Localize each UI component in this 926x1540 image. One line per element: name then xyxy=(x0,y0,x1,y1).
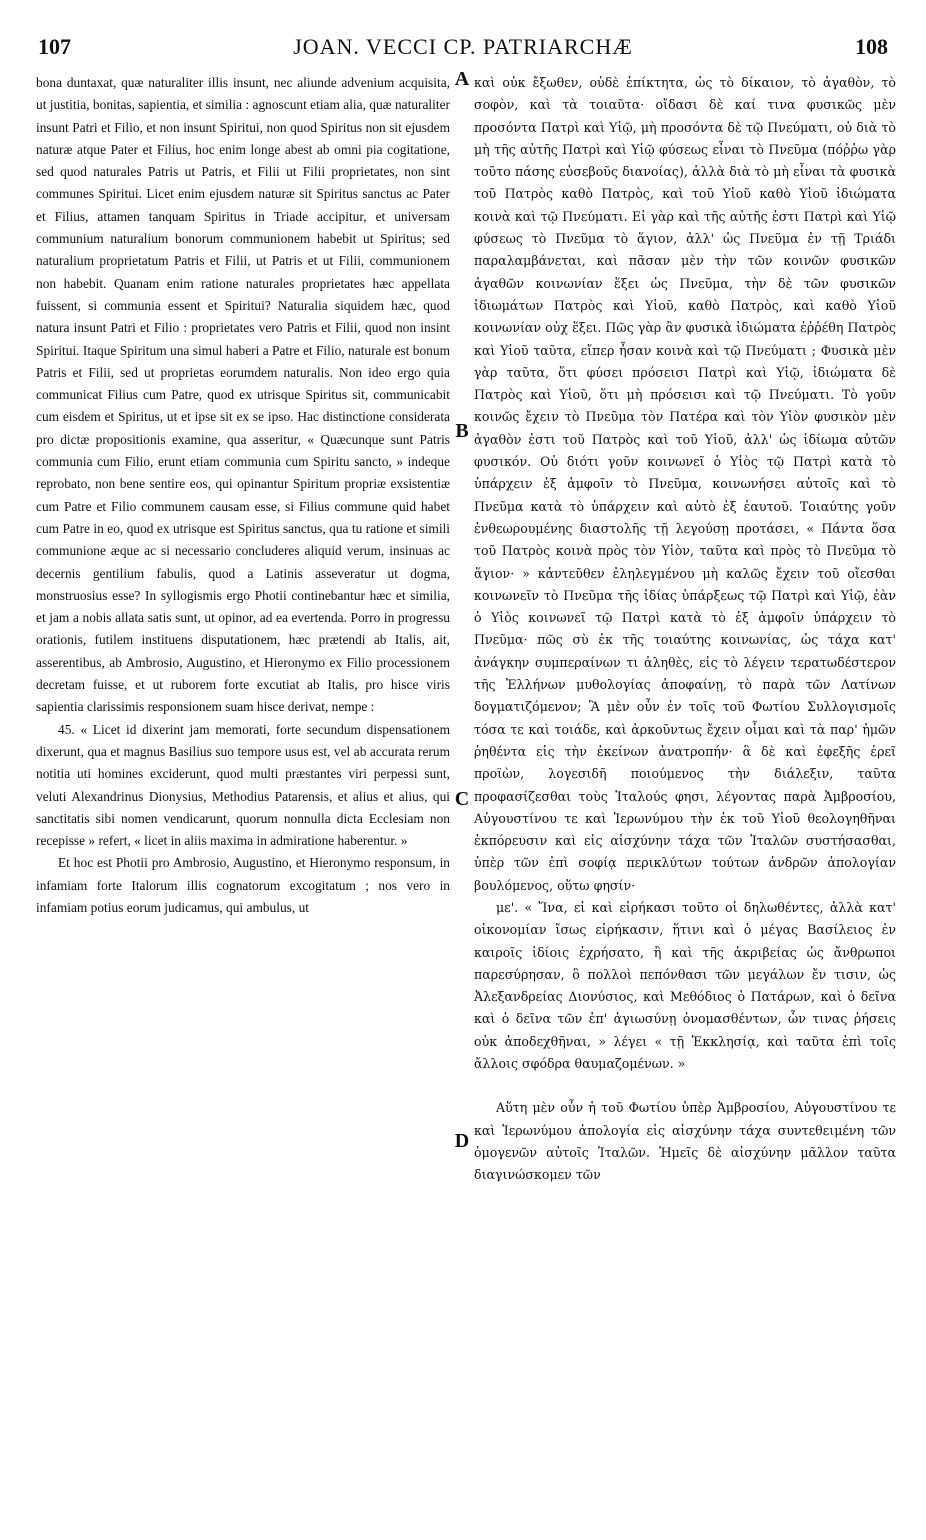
latin-column xyxy=(36,72,450,1532)
greek-paragraph-2: με'. « Ἵνα, εἰ καὶ εἰρήκασι τοῦτο οἱ δηλωθέντες, ἀλλὰ κατ' οἰκονομίαν ἴσως εἰρήκασιν, ἥτινι καὶ ὁ μέγας Βασίλειος ἐν καιροῖς ἰδίοις ἐχρήσατο, ἢ καὶ τῆς ἀκριβείας ὡς ἄνθρωποι παρεσύρησαν, ὃ πολλοὶ πεπόνθασι τῶν μεγάλων ἔν τισιν, ὡς Ἀλεξανδρείας Διονύσιος, καὶ Μεθόδιος ὁ Πατάρων, καὶ ὁ δεῖνα καὶ ὁ δεῖνα τῶν ἐπ' ἁγιωσύνῃ ὀνομασθέντων, ὧν τινας ῥήσεις οὐκ ἀποδεχθῆναι, » λέγει « τῇ Ἐκκλησίᾳ, καὶ ταῦτα ἐπὶ τοῖς ἄλλοις σφόδρα θαυμαζομένων. » xyxy=(474,899,896,1072)
greek-paragraph-3: Αὕτη μὲν οὖν ἡ τοῦ Φωτίου ὑπὲρ Ἀμβροσίου, Αὐγουστίνου τε καὶ Ἱερωνύμου ἀπολογία εἰς αἰσχύνην τάχα συντεθειμένη τῶν ὁμογενῶν αὐτοῖς Ἰταλῶν. Ἡμεῖς δὲ αἰσχύνην μᾶλλον ταῦτα διαγινώσκομεν τῶν xyxy=(474,1100,896,1183)
latin-paragraph-1: bona duntaxat, quæ naturaliter illis insunt, nec aliunde advenium acquisita, ut justitia, bonitas, sapientia, et similia : agnoscunt etiam alia, quæ naturaliter insunt Patri et Filio, et non insunt Spiritui, non quod Spiritus non sit ejusdem naturæ atque Pater et Filius, hoc enim longe abest ab omni pia cogitatione, sed quod naturales Patris ut Patris, et Filii ut Filii proprietates, non sint communes Spiritui. Licet enim ejusdem naturæ sit Spiritus sanctus ac Pater et Filius, attamen tanquam Spiritus in Triade accipitur, et universam communium naturalium bonorum communionem habebit ut Spiritus; sed naturalium proprietatum Patris et Filii, ut Patris et ut Filii, communionem non habebit. Quanam enim ratione naturales proprietates hæc appellata fuissent, si communia essent et Spiritui? Naturalia siquidem hæc, quod natura insunt Patri et Filio : proprietates vero Patris et Filii, quod non insint Spiritui. Itaque Spiritum una simul haberi a Patre et Filio, naturale est bonum Patris et Filii, sed ut proprietas eorumdem naturalis. Non ideo ergo quia communicat Filius cum Patre, quod ex utrisque Spiritus sit, communicabit cum eisdem et Spiritus, ut et ipse sit ex se ipso. Hac distinctione considerata pro dictæ propositionis examine, qua asseritur, « Quæcunque sunt Patris communia cum Filio, erunt etiam communia cum Spiritu sancto, » indeque reprobato, non bene sentire eos, qui opinantur Spiritum propriæ exsistentiæ cum Patre et Filio communem causam esse, si Filius commune quid habet cum Patre in eo, quod ex utrisque est Spiritus sanctus, qua tu ratione et simili communione æque ac si necessario concluderes aliquid verum, insinuas ac decernis gentilium fabulis, quod a Latinis asseveratur ut dogma, monstruosius esse? In syllogismis ergo Photii continebantur hæc et similia, et jam a nobis allata satis sunt, ut opinor, ad ea evertenda. Porro in progressu orationis, futilem instituens disputationem, hæc prætendi ab Italis, ait, asserentibus, ab Ambrosio, Augustino, et Hieronymo ex Filio processionem decretam fuisse, et ut ruborem forte excutiat ab Italis, pro hisce viris sapientia clarissimis responsionem suam hisce derivat, nempe : xyxy=(36,75,450,715)
latin-paragraph-2: 45. « Licet id dixerint jam memorati, forte secundum dispensationem dixerunt, qua et magnus Basilius suo tempore usus est, vel ab accurata rerum notitia uti homines exciderunt, quod multi præstantes viri perpessi sunt, veluti Alexandrinus Dionysius, Methodius Patarensis, et alius et alius, qui sanctitatis sibi nomen vendicarunt, quorum nonnulla dicta Ecclesiam non recepisse » refert, « licet in aliis maxima in admiratione haberentur. » xyxy=(36,721,450,849)
right-page-number: 108 xyxy=(855,34,888,59)
section-marker-b: B xyxy=(455,420,469,442)
paragraph-gap xyxy=(474,1075,896,1097)
greek-paragraph-1: καὶ οὐκ ἔξωθεν, οὐδὲ ἐπίκτητα, ὡς τὸ δίκαιον, τὸ ἀγαθὸν, τὸ σοφὸν, καὶ τὰ τοιαῦτα· οἴδασι δὲ καί τινα φυσικῶς μὲν προσόντα Πατρὶ καὶ Υἱῷ, μὴ προσόντα δὲ τῷ Πνεύματι, οὐ διὰ τὸ μὴ τῆς αὐτῆς Πατρὶ καὶ Υἱῷ φύσεως εἶναι τὸ Πνεῦμα (πόῤῥω γὰρ τοῦτο πάσης εὐσεβοῦς διανοίας), ἀλλὰ διὰ τὸ μὴ εἶναι τὰ φυσικὰ τοῦ Πατρὸς καθὸ Πατρὸς, καὶ τοῦ Υἱοῦ καθὸ Υἱοῦ ἰδιώματα κοινὰ καὶ τῷ Πνεύματι. Εἰ γὰρ καὶ τῆς αὐτῆς ἐστι Πατρὶ καὶ Υἱῷ φύσεως τὸ Πνεῦμα τὸ ἅγιον, ἀλλ' ὡς Πνεῦμα ἐν τῇ Τριάδι παραλαμβάνεται, καὶ πᾶσαν μὲν τὴν τῶν κοινῶν φυσικῶν ἀγαθῶν κοινωνίαν ἕξει ὡς Πνεῦμα, τὴν δὲ τῶν φυσικῶν ἰδιωμάτων Πατρὸς καὶ Υἱοῦ, καθὸ Πατρὸς, καὶ καθὸ Υἱοῦ κοινωνίαν οὐχ ἕξει. Πῶς γὰρ ἂν φυσικὰ ἰδιώματα ἐῤῥέθη Πατρὸς καὶ Υἱοῦ ταῦτα, εἴπερ ἦσαν κοινὰ καὶ τῷ Πνεύματι ; Φυσικὰ μὲν γὰρ ταῦτα, ὅτι φύσει πρόσεισι Πατρὶ καὶ Υἱῷ, ἰδιώματα δὲ Πατρὸς καὶ Υἱοῦ, ὅτι μὴ πρόσεισι καὶ τῷ Πνεύματι. Τὸ γοῦν κοινῶς ἔχειν τὸ Πνεῦμα τὸν Πατέρα καὶ τὸν Υἱὸν φυσικὸν μὲν ἀγαθὸν ἐστι τοῦ Πατρὸς καὶ τοῦ Υἱοῦ, ἀλλ' ὡς ἰδίωμα αὐτῶν φυσικόν. Οὐ διότι γοῦν κοινωνεῖ ὁ Υἱὸς τῷ Πατρὶ κατὰ τὸ ὑπάρχειν ἐξ ἀμφοῖν τὸ Πνεῦμα, κοινωνήσει αὐτοῖς καὶ τὸ Πνεῦμα κατὰ τὸ ὑπάρχειν καὶ αὐτὸ ἐξ ἑαυτοῦ. Τοιαύτης γοῦν ἐνθεωρουμένης διαστολῆς τῇ λεγούσῃ προτάσει, « Πάντα ὅσα τοῦ Πατρὸς κοινὰ πρὸς τὸν Υἱὸν, ταῦτα καὶ πρὸς τὸ Πνεῦμα τὸ ἅγιον· » κἀντεῦθεν ἐληλεγμένου μὴ καλῶς ἔχειν τοῦ οἴεσθαι κοινωνεῖν τὸ Πνεῦμα τῆς ἰδίας ὑπάρξεως τῷ Πατρὶ καὶ Υἱῷ, ἐὰν ὁ Υἱὸς κοινωνεῖ τῷ Πατρὶ κατὰ τὸ ἐξ ἀμφοῖν ὑπάρχειν τὸ Πνεῦμα· πῶς σὺ ἐκ τῆς τοιαύτης κοινωνίας, ὡς τάχα κατ' ἀνάγκην συμπεραίνων τι ἀληθὲς, εἰς τὸ λέγειν τερατωδέστερον τῆς Ἑλλήνων μυθολογίας ἀποφαίνῃ, τὸ παρὰ τῶν Λατίνων δογματιζόμενον; Ἃ μὲν οὖν ἐν τοῖς τοῦ Φωτίου Συλλογισμοῖς τόσα τε καὶ τοιάδε, καὶ ἀρκοῦντως ἔχειν οἶμαι καὶ τὰ παρ' ἡμῶν ῥηθέντα εἰς τὴν ἐκείνων ἀνατροπήν· ἃ δὲ καὶ ἐφεξῆς ἐρεῖ προϊὼν, λογεσιδῆ ποιούμενος τὴν διάλεξιν, ταῦτα προφασίζεσθαι τοὺς Ἰταλούς φησι, λέγοντας παρὰ Ἀμβροσίου, Αὐγουστίνου τε καὶ Ἱερωνύμου τὴν ἐκ τοῦ Υἱοῦ θεολογηθῆναι ἐκπόρευσιν καὶ εἰς αἰσχύνην τάχα τῶν Ἰταλῶν συστήσασθαι, ὑπὲρ τῶν ἐπὶ σοφίᾳ περικλύτων τούτων ἀνδρῶν ἀπολογίαν βουλόμενος, οὕτω φησίν· xyxy=(474,75,896,893)
left-page-number: 107 xyxy=(38,34,71,59)
section-marker-c: C xyxy=(454,788,470,810)
running-title: JOAN. VECCI CP. PATRIARCHÆ xyxy=(293,34,633,59)
section-marker-a: A xyxy=(454,68,470,90)
section-marker-d: D xyxy=(454,1130,470,1152)
latin-paragraph-3: Et hoc est Photii pro Ambrosio, Augustino, et Hieronymo responsum, in infamiam forte Italorum illis cognatorum excogitatum ; nos vero in infamiam potius eorum judicamus, qui ambulus, ut xyxy=(36,855,450,915)
page-header xyxy=(30,34,896,68)
greek-column xyxy=(474,72,896,1532)
